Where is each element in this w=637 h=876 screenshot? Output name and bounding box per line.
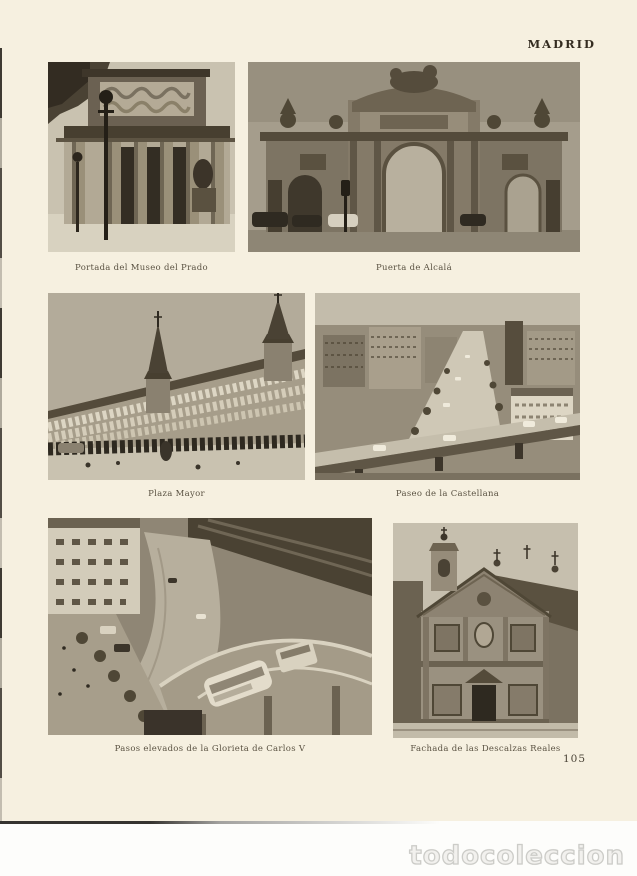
photo-pasos-elevados-glorieta-carlos-v <box>48 518 372 754</box>
photo-caption: Pasos elevados de la Glorieta de Carlos V <box>114 744 306 754</box>
photo-image <box>48 293 305 480</box>
todocoleccion-watermark: todocoleccion <box>409 841 625 871</box>
photo-fachada-descalzas-reales <box>393 523 578 754</box>
scan-edge-artifact <box>0 48 2 874</box>
photo-caption: Portada del Museo del Prado <box>75 263 208 273</box>
photo-image <box>248 62 580 252</box>
scan-background-band <box>0 821 637 876</box>
photo-portada-museo-prado <box>48 62 235 273</box>
photo-caption: Puerta de Alcalá <box>376 263 452 273</box>
photo-image <box>315 293 580 480</box>
page-bottom-edge-line <box>0 821 470 824</box>
page-number: 105 <box>563 753 587 765</box>
photo-puerta-de-alcala <box>248 62 580 273</box>
photo-caption: Fachada de las Descalzas Reales <box>410 744 561 754</box>
photo-image <box>393 523 578 738</box>
photo-paseo-castellana <box>315 293 580 499</box>
photo-image <box>48 518 372 735</box>
photo-plaza-mayor <box>48 293 305 499</box>
page-header-title: MADRID <box>527 37 596 51</box>
photo-caption: Plaza Mayor <box>148 489 205 499</box>
photo-image <box>48 62 235 252</box>
photo-caption: Paseo de la Castellana <box>395 489 500 499</box>
